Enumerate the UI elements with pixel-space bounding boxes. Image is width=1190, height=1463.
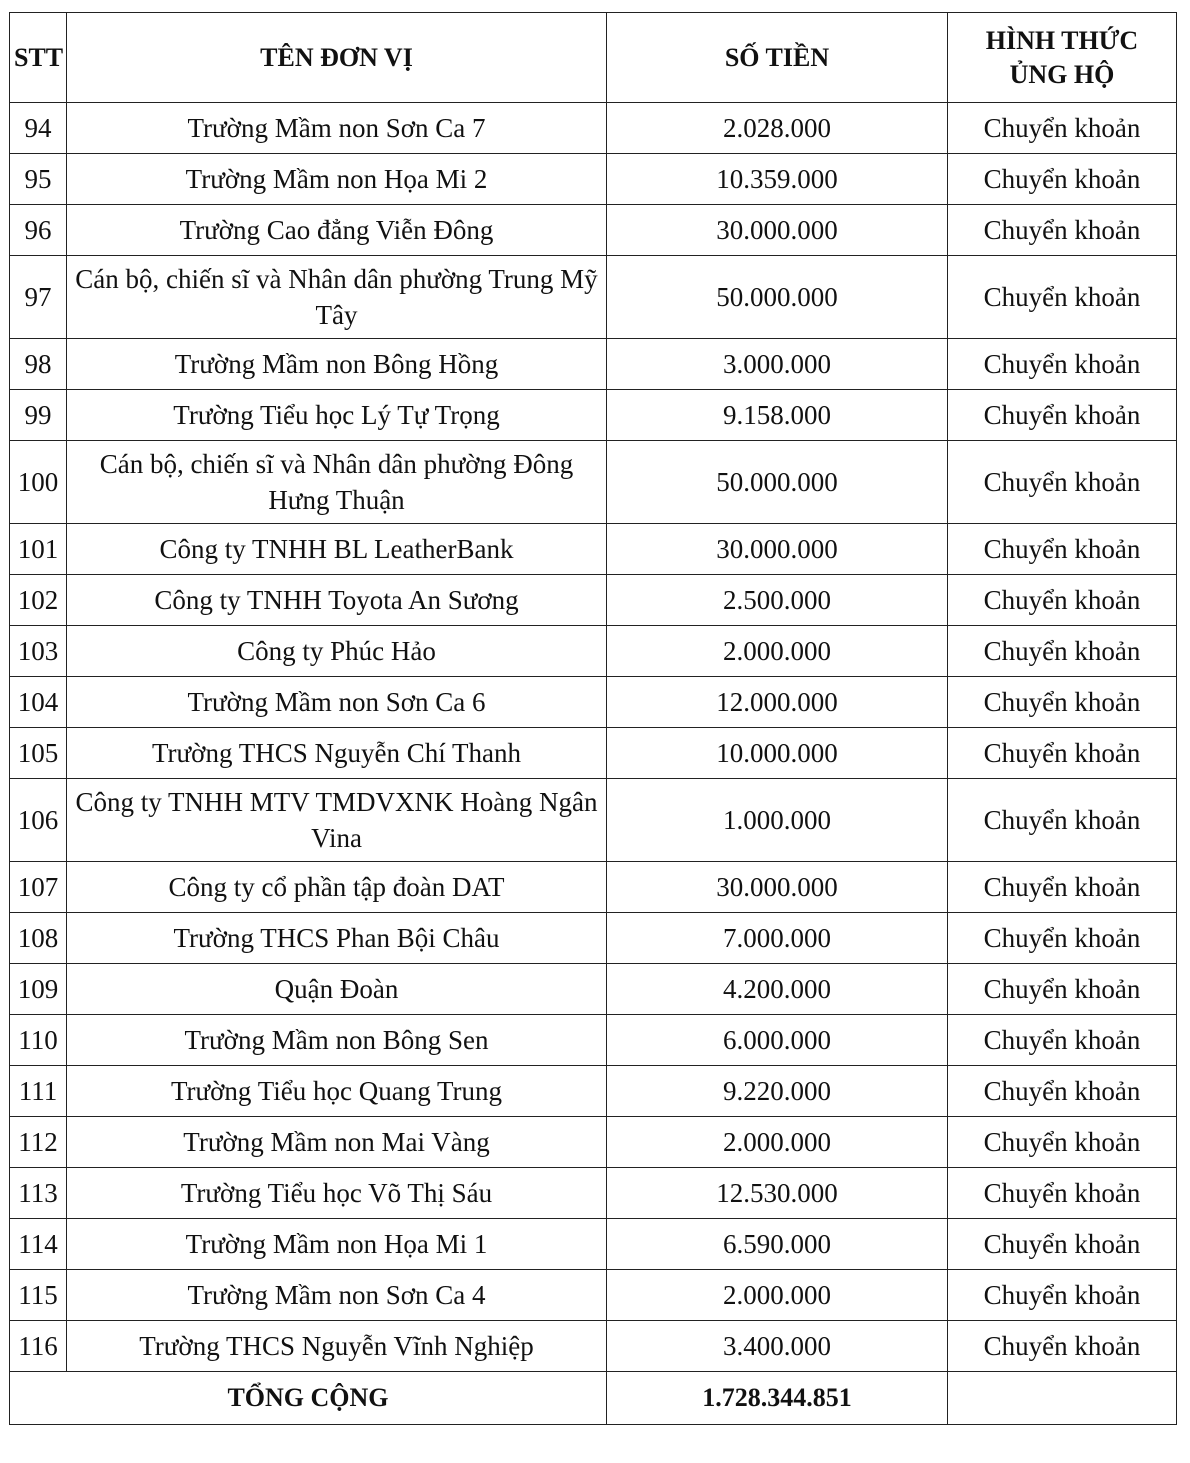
cell-stt: 111: [10, 1066, 67, 1117]
table-row: [10, 524, 1177, 575]
cell-stt: 96: [10, 205, 67, 256]
table-row: [10, 1168, 1177, 1219]
table-row: [10, 154, 1177, 205]
table-row: [10, 1219, 1177, 1270]
cell-method: Chuyển khoản: [948, 575, 1177, 626]
cell-amount: 2.000.000: [607, 626, 948, 677]
cell-method: Chuyển khoản: [948, 390, 1177, 441]
cell-method: Chuyển khoản: [948, 103, 1177, 154]
cell-stt: 105: [10, 728, 67, 779]
cell-name: Trường Mầm non Bông Hồng: [67, 339, 607, 390]
cell-amount: 2.028.000: [607, 103, 948, 154]
cell-name: Công ty TNHH MTV TMDVXNK Hoàng Ngân Vina: [67, 779, 607, 862]
cell-method: Chuyển khoản: [948, 441, 1177, 524]
table-row: [10, 575, 1177, 626]
cell-name: Trường Mầm non Bông Sen: [67, 1015, 607, 1066]
cell-method: Chuyển khoản: [948, 1015, 1177, 1066]
cell-amount: 10.359.000: [607, 154, 948, 205]
cell-name: Trường Mầm non Họa Mi 2: [67, 154, 607, 205]
cell-amount: 10.000.000: [607, 728, 948, 779]
cell-method: Chuyển khoản: [948, 779, 1177, 862]
cell-stt: 113: [10, 1168, 67, 1219]
table-row: [10, 728, 1177, 779]
cell-amount: 2.500.000: [607, 575, 948, 626]
cell-name: Trường Mầm non Sơn Ca 4: [67, 1270, 607, 1321]
cell-name: Trường Mầm non Sơn Ca 7: [67, 103, 607, 154]
cell-stt: 103: [10, 626, 67, 677]
cell-method: Chuyển khoản: [948, 677, 1177, 728]
cell-stt: 102: [10, 575, 67, 626]
cell-method: Chuyển khoản: [948, 862, 1177, 913]
cell-amount: 9.158.000: [607, 390, 948, 441]
cell-method: Chuyển khoản: [948, 256, 1177, 339]
table-row: [10, 779, 1177, 862]
cell-stt: 115: [10, 1270, 67, 1321]
cell-method: Chuyển khoản: [948, 1270, 1177, 1321]
cell-stt: 110: [10, 1015, 67, 1066]
table-row: [10, 677, 1177, 728]
cell-name: Trường Tiểu học Quang Trung: [67, 1066, 607, 1117]
cell-name: Cán bộ, chiến sĩ và Nhân dân phường Đông Hưng Thuận: [67, 441, 607, 524]
cell-amount: 30.000.000: [607, 862, 948, 913]
cell-stt: 109: [10, 964, 67, 1015]
cell-name: Trường Mầm non Sơn Ca 6: [67, 677, 607, 728]
header-name: TÊN ĐƠN VỊ: [67, 13, 607, 103]
cell-name: Công ty cổ phần tập đoàn DAT: [67, 862, 607, 913]
cell-name: Trường Tiểu học Lý Tự Trọng: [67, 390, 607, 441]
cell-amount: 12.000.000: [607, 677, 948, 728]
table-row: [10, 1066, 1177, 1117]
cell-stt: 112: [10, 1117, 67, 1168]
cell-stt: 98: [10, 339, 67, 390]
table-row: [10, 1321, 1177, 1372]
cell-method: Chuyển khoản: [948, 913, 1177, 964]
table-row: [10, 1270, 1177, 1321]
total-method: [948, 1372, 1177, 1425]
header-row: [10, 13, 1177, 103]
table-row: [10, 913, 1177, 964]
header-method: HÌNH THỨC ỦNG HỘ: [948, 13, 1177, 103]
cell-amount: 6.590.000: [607, 1219, 948, 1270]
cell-name: Quận Đoàn: [67, 964, 607, 1015]
cell-amount: 9.220.000: [607, 1066, 948, 1117]
cell-amount: 3.000.000: [607, 339, 948, 390]
cell-name: Trường Mầm non Họa Mi 1: [67, 1219, 607, 1270]
header-stt: STT: [10, 13, 67, 103]
table-row: [10, 1015, 1177, 1066]
cell-method: Chuyển khoản: [948, 1168, 1177, 1219]
cell-method: Chuyển khoản: [948, 154, 1177, 205]
table-row: [10, 103, 1177, 154]
cell-name: Công ty TNHH Toyota An Sương: [67, 575, 607, 626]
cell-name: Trường THCS Nguyễn Chí Thanh: [67, 728, 607, 779]
cell-amount: 50.000.000: [607, 441, 948, 524]
cell-amount: 1.000.000: [607, 779, 948, 862]
cell-amount: 2.000.000: [607, 1117, 948, 1168]
cell-name: Công ty TNHH BL LeatherBank: [67, 524, 607, 575]
cell-stt: 116: [10, 1321, 67, 1372]
cell-name: Trường Mầm non Mai Vàng: [67, 1117, 607, 1168]
cell-method: Chuyển khoản: [948, 964, 1177, 1015]
cell-amount: 12.530.000: [607, 1168, 948, 1219]
cell-stt: 101: [10, 524, 67, 575]
cell-method: Chuyển khoản: [948, 339, 1177, 390]
cell-amount: 50.000.000: [607, 256, 948, 339]
table-row: [10, 964, 1177, 1015]
cell-amount: 7.000.000: [607, 913, 948, 964]
cell-amount: 30.000.000: [607, 205, 948, 256]
cell-method: Chuyển khoản: [948, 728, 1177, 779]
cell-amount: 6.000.000: [607, 1015, 948, 1066]
cell-method: Chuyển khoản: [948, 1219, 1177, 1270]
cell-name: Công ty Phúc Hảo: [67, 626, 607, 677]
cell-method: Chuyển khoản: [948, 1117, 1177, 1168]
cell-stt: 106: [10, 779, 67, 862]
table-row: [10, 390, 1177, 441]
table-body: [10, 103, 1177, 1372]
cell-method: Chuyển khoản: [948, 1321, 1177, 1372]
total-row: [10, 1372, 1177, 1425]
cell-amount: 4.200.000: [607, 964, 948, 1015]
donation-table: [9, 12, 1177, 1425]
cell-amount: 30.000.000: [607, 524, 948, 575]
cell-name: Trường Cao đẳng Viễn Đông: [67, 205, 607, 256]
cell-stt: 108: [10, 913, 67, 964]
cell-stt: 97: [10, 256, 67, 339]
header-amount: SỐ TIỀN: [607, 13, 948, 103]
cell-stt: 95: [10, 154, 67, 205]
total-label: TỔNG CỘNG: [10, 1372, 607, 1425]
cell-amount: 2.000.000: [607, 1270, 948, 1321]
table-row: [10, 339, 1177, 390]
cell-name: Trường THCS Phan Bội Châu: [67, 913, 607, 964]
table-row: [10, 1117, 1177, 1168]
cell-stt: 107: [10, 862, 67, 913]
cell-stt: 114: [10, 1219, 67, 1270]
cell-method: Chuyển khoản: [948, 524, 1177, 575]
total-amount: 1.728.344.851: [607, 1372, 948, 1425]
cell-method: Chuyển khoản: [948, 1066, 1177, 1117]
cell-stt: 99: [10, 390, 67, 441]
cell-stt: 100: [10, 441, 67, 524]
table-row: [10, 862, 1177, 913]
cell-amount: 3.400.000: [607, 1321, 948, 1372]
cell-stt: 94: [10, 103, 67, 154]
table-row: [10, 626, 1177, 677]
table-row: [10, 205, 1177, 256]
cell-stt: 104: [10, 677, 67, 728]
cell-name: Trường Tiểu học Võ Thị Sáu: [67, 1168, 607, 1219]
cell-name: Cán bộ, chiến sĩ và Nhân dân phường Trung Mỹ Tây: [67, 256, 607, 339]
table-row: [10, 441, 1177, 524]
cell-name: Trường THCS Nguyễn Vĩnh Nghiệp: [67, 1321, 607, 1372]
cell-method: Chuyển khoản: [948, 626, 1177, 677]
table-row: [10, 256, 1177, 339]
cell-method: Chuyển khoản: [948, 205, 1177, 256]
